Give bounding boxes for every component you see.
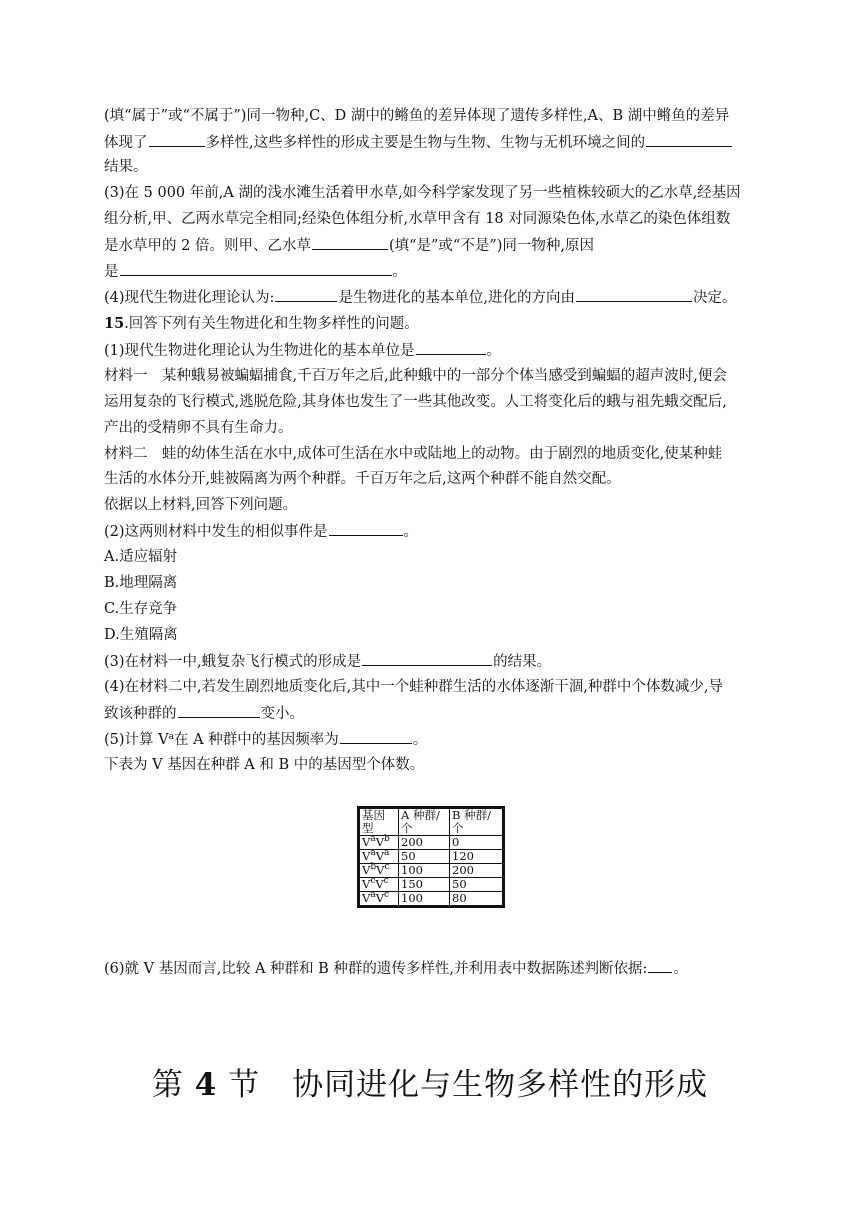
allele-superscript: c [370, 876, 376, 886]
material-text: 材料一 某种蛾易被蝙蝠捕食,千百万年之后,此种蛾中的一部分个体当感受到蝙蝠的超声波时,便会 [104, 368, 727, 384]
option-b [104, 573, 177, 593]
table-row [359, 836, 504, 850]
material-2-line-2 [104, 469, 621, 489]
material-text: 运用复杂的飞行模式,逃脱危险,其身体也发生了一些其他改变。人工将变化后的蛾与祖先蛾交配后, [104, 394, 727, 410]
q14-text: 是 [104, 264, 119, 280]
answer-blank[interactable] [178, 703, 260, 718]
option-d [104, 625, 178, 645]
table-row [359, 850, 504, 864]
gene-symbol: V [362, 891, 371, 905]
material-1-line-2 [104, 392, 727, 412]
material-text: 产出的受精卵不具有生命力。 [104, 420, 293, 436]
material-1-line-1 [104, 366, 727, 386]
q15-text: 致该种群的 [104, 706, 177, 722]
table-row [359, 864, 504, 878]
genotype-cell [359, 864, 399, 878]
material-1-line-3 [104, 418, 293, 438]
answer-blank[interactable] [149, 132, 205, 147]
q15-text: (6)就 V 基因而言,比较 A 种群和 B 种群的遗传多样性,并利用表中数据陈述判断依据: [104, 961, 648, 977]
table-row [359, 892, 504, 907]
q15-text: (4)在材料二中,若发生剧烈地质变化后,其中一个蛙种群生活的水体逐渐干涸,种群中个体数减少,导 [104, 679, 723, 695]
q15-text: (5)计算 V [104, 732, 169, 748]
q14-part3-line-1 [104, 183, 741, 203]
genotype-cell [359, 892, 399, 907]
allele-superscript: b [370, 862, 377, 872]
allele-superscript: c [383, 876, 389, 886]
section-heading [0, 1062, 860, 1108]
q14-text: 体现了 [104, 135, 148, 151]
allele-superscript: a [370, 834, 376, 844]
option-text: A.适应辐射 [104, 549, 178, 565]
allele-superscript: a [370, 848, 376, 858]
q15-stem [104, 314, 419, 334]
gene-symbol: V [375, 835, 384, 849]
gene-symbol: V [375, 891, 384, 905]
gene-symbol: V [376, 863, 385, 877]
q14-text: 是水草甲的 2 倍。则甲、乙水草 [104, 238, 311, 254]
option-a [104, 547, 177, 567]
answer-blank[interactable] [416, 340, 486, 355]
q14-text: (3)在 5 000 年前,A 湖的浅水滩生活着甲水草,如今科学家发现了另一些植株较硕大的乙水草,经基因 [104, 185, 741, 201]
q15-sub4-line-2 [104, 703, 304, 724]
answer-blank[interactable] [340, 729, 412, 744]
q14-line-2 [104, 132, 733, 153]
gene-symbol: V [375, 849, 384, 863]
q15-sub6 [104, 958, 688, 979]
q14-text: 结果。 [104, 159, 148, 175]
material-text: 材料二 蛙的幼体生活在水中,成体可生活在水中或陆地上的动物。由于剧烈的地质变化,使某种蛙 [104, 446, 723, 462]
answer-blank[interactable] [120, 261, 392, 276]
header-genotype: 基因型 [359, 808, 399, 836]
q15-text: 变小。 [260, 706, 304, 722]
gene-symbol: V [362, 863, 371, 877]
q15-text: 。 [673, 961, 688, 977]
header-population-b: B 种群/个 [450, 808, 504, 836]
count-b-cell: 120 [450, 850, 504, 864]
q15-basis [104, 495, 297, 515]
option-text: C.生存竞争 [104, 601, 178, 617]
q14-part3-line-4 [104, 261, 407, 282]
q15-text: 依据以上材料,回答下列问题。 [104, 497, 298, 513]
q15-text: (2)这两则材料中发生的相似事件是 [104, 524, 328, 540]
q15-sub4-line-1 [104, 677, 723, 697]
count-b-cell: 80 [450, 892, 504, 907]
gene-symbol: V [375, 877, 384, 891]
table-intro-text: 下表为 V 基因在种群 A 和 B 中的基因型个体数。 [104, 757, 425, 773]
count-a-cell: 50 [399, 850, 450, 864]
header-population-a: A 种群/个 [399, 808, 450, 836]
q15-text: 的结果。 [493, 654, 552, 670]
gene-symbol: V [362, 849, 371, 863]
option-c [104, 599, 177, 619]
q14-line-3 [104, 157, 148, 177]
answer-blank[interactable] [648, 958, 672, 973]
option-text: D.生殖隔离 [104, 627, 178, 643]
q15-sub3 [104, 651, 551, 672]
q15-text: 在 A 种群中的基因频率为 [174, 732, 339, 748]
genotype-cell [359, 878, 399, 892]
q14-text: 。 [392, 264, 407, 280]
answer-blank[interactable] [275, 287, 337, 302]
q15-text: 。 [486, 343, 502, 359]
heading-prefix: 第 [151, 1067, 195, 1103]
q15-text: (3)在材料一中,蛾复杂飞行模式的形成是 [104, 654, 362, 670]
allele-superscript: b [384, 834, 390, 844]
answer-blank[interactable] [646, 132, 732, 147]
allele-superscript: a [384, 848, 390, 858]
answer-blank[interactable] [329, 521, 403, 536]
table-intro [104, 755, 424, 775]
q14-line-1 [104, 106, 729, 126]
q14-part4-line [104, 287, 737, 308]
count-b-cell: 50 [450, 878, 504, 892]
q15-sub2 [104, 521, 418, 542]
table-row [359, 878, 504, 892]
q15-sub5 [104, 729, 427, 750]
q15-stem-text: .回答下列有关生物进化和生物多样性的问题。 [124, 316, 419, 332]
count-a-cell: 200 [399, 836, 450, 850]
table-header-row [359, 808, 504, 836]
answer-blank[interactable] [362, 651, 492, 666]
q14-text: 组分析,甲、乙两水草完全相同;经染色体组分析,水草甲含有 18 对同源染色体,水草乙的染色体组数 [104, 211, 731, 227]
heading-title: 节 协同进化与生物多样性的形成 [217, 1067, 709, 1103]
count-b-cell: 200 [450, 864, 504, 878]
answer-blank[interactable] [312, 235, 388, 250]
q14-part3-line-2 [104, 209, 730, 229]
allele-superscript: a [370, 890, 376, 900]
count-a-cell: 100 [399, 892, 450, 907]
q14-text: (填“是”或“不是”)同一物种,原因 [388, 238, 595, 254]
q14-text: (填“属于”或“不属于”)同一物种,C、D 湖中的鳉鱼的差异体现了遗传多样性,A、B 湖中鳉鱼的差异 [104, 108, 730, 124]
question-number: 15 [104, 315, 125, 332]
q14-text: 是生物进化的基本单位,进化的方向由 [338, 290, 576, 306]
gene-symbol: V [362, 877, 371, 891]
material-text: 生活的水体分开,蛙被隔离为两个种群。千百万年之后,这两个种群不能自然交配。 [104, 471, 621, 487]
material-2-line-1 [104, 444, 722, 464]
genotype-cell [359, 836, 399, 850]
q15-text: 。 [412, 732, 428, 748]
allele-superscript: a [168, 732, 174, 742]
heading-number: 4 [194, 1067, 218, 1103]
count-a-cell: 150 [399, 878, 450, 892]
count-b-cell: 0 [450, 836, 504, 850]
allele-superscript: c [384, 890, 390, 900]
genotype-cell [359, 850, 399, 864]
genotype-table [357, 806, 505, 908]
q14-text: 多样性,这些多样性的形成主要是生物与生物、生物与无机环境之间的 [205, 135, 646, 151]
count-a-cell: 100 [399, 864, 450, 878]
gene-symbol: V [362, 835, 371, 849]
q15-text: (1)现代生物进化理论认为生物进化的基本单位是 [104, 343, 415, 359]
answer-blank[interactable] [576, 287, 692, 302]
q14-text: 决定。 [693, 290, 737, 306]
q15-sub1 [104, 340, 501, 361]
q15-text: 。 [403, 524, 419, 540]
q14-text: (4)现代生物进化理论认为: [104, 290, 275, 306]
option-text: B.地理隔离 [104, 575, 178, 591]
q14-part3-line-3 [104, 235, 594, 256]
allele-superscript: c [384, 862, 390, 872]
